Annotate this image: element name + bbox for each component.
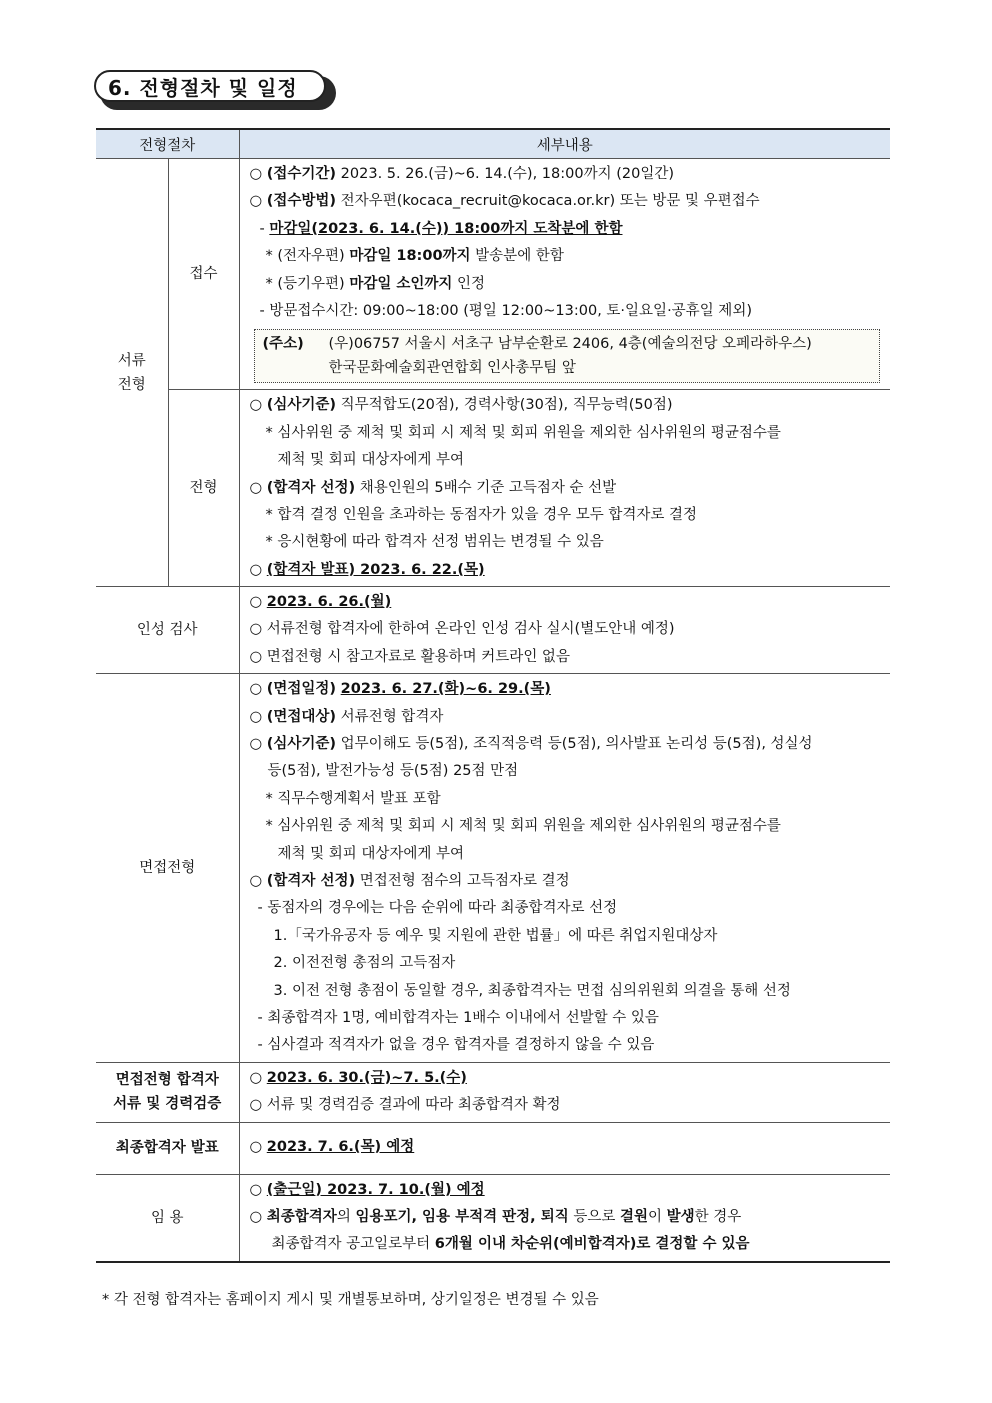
interview-selection-line: ○ (합격자 선정) 면접전형 점수의 고득점자로 결정 (249, 872, 570, 889)
interview-criteria-line: ○ (심사기준) 업무이해도 등(5점), 조직적응력 등(5점), 의사발표 논리성 등(5점), 성실성 (249, 736, 813, 753)
screening-note-3: * 응시현황에 따라 합격자 선정 범위는 변경될 수 있음 (265, 534, 604, 551)
address-key: (주소) (262, 336, 304, 353)
interview-tie-3: 3. 이전 전형 총점이 동일할 경우, 최종합격자는 면접 심의위원회 의결을 통해 선정 (273, 982, 791, 999)
screening-note-1: * 심사위원 중 제척 및 회피 시 제척 및 회피 위원을 제외한 심사위원의 평균점수를 (265, 424, 781, 441)
interview-count-line: - 최종합격자 1명, 예비합격자는 1배수 이내에서 선발할 수 있음 (257, 1009, 659, 1026)
verification-line-2: ○ 서류 및 경력검증 결과에 따라 최종합격자 확정 (249, 1097, 561, 1114)
content-personality (239, 587, 890, 674)
personality-line-2: ○ 서류전형 합격자에 한하여 온라인 인성 검사 실시(별도안내 예정) (249, 621, 675, 638)
interview-target-line: ○ (면접대상) 서류전형 합격자 (249, 708, 444, 725)
row-final (96, 1122, 890, 1174)
label-screening: 전형 (168, 390, 239, 587)
screening-note-1-cont: 제척 및 회피 대상자에게 부여 (277, 452, 465, 469)
interview-tie-2: 2. 이전전형 총점의 고득점자 (273, 955, 456, 972)
reception-mail-note: * (등기우편) 마감일 소인까지 인정 (265, 275, 486, 292)
section-title: 6. 전형절차 및 일정 (108, 75, 298, 100)
address-line-1: (우)06757 서울시 서초구 남부순환로 2406, 4층(예술의전당 오페라하우스) (328, 336, 812, 353)
label-verification: 면접전형 합격자 서류 및 경력검증 (96, 1062, 239, 1122)
section-title-badge (94, 70, 326, 102)
address-line-2: 한국문화예술회관연합회 인사총무팀 앞 (328, 360, 576, 377)
footnote: * 각 전형 합격자는 홈페이지 게시 및 개별통보하며, 상기일정은 변경될 수 있음 (102, 1292, 599, 1308)
interview-no-pass-line: - 심사결과 적격자가 없을 경우 합격자를 결정하지 않을 수 있음 (257, 1037, 655, 1054)
personality-date-line: ○ 2023. 6. 26.(월) (249, 594, 392, 611)
appointment-start-line: ○ (출근일) 2023. 7. 10.(월) 예정 (249, 1181, 485, 1198)
content-verification (239, 1062, 890, 1122)
content-interview (239, 674, 890, 1062)
screening-selection-line: ○ (합격자 선정) 채용인원의 5배수 기준 고득점자 순 선발 (249, 479, 617, 496)
verification-date-line: ○ 2023. 6. 30.(금)~7. 5.(수) (249, 1069, 467, 1086)
reception-period-line: ○ (접수기간) 2023. 5. 26.(금)~6. 14.(수), 18:00까지 (20일간) (249, 166, 674, 182)
row-appointment (96, 1174, 890, 1262)
content-final (239, 1122, 890, 1174)
interview-criteria-cont: 등(5점), 발전가능성 등(5점) 25점 만점 (267, 763, 519, 780)
header-row (96, 129, 890, 159)
interview-note-2: * 심사위원 중 제척 및 회피 시 제척 및 회피 위원을 제외한 심사위원의 평균점수를 (265, 818, 781, 835)
content-screening (239, 390, 890, 587)
screening-criteria-line: ○ (심사기준) 직무적합도(20점), 경력사항(30점), 직무능력(50점) (249, 397, 673, 414)
content-appointment (239, 1174, 890, 1262)
label-document-screening: 서류 전형 (96, 159, 168, 587)
row-verification (96, 1062, 890, 1122)
label-appointment: 임 용 (96, 1174, 239, 1262)
screening-note-2: * 합격 결정 인원을 초과하는 동점자가 있을 경우 모두 합격자로 결정 (265, 506, 698, 523)
label-reception: 접수 (168, 159, 239, 390)
row-document-screening (96, 390, 890, 587)
reception-email-note: * (전자우편) 마감일 18:00까지 발송분에 한함 (265, 248, 564, 265)
screening-announce-line: ○ (합격자 발표) 2023. 6. 22.(목) (249, 561, 485, 578)
personality-line-3: ○ 면접전형 시 참고자료로 활용하며 커트라인 없음 (249, 648, 570, 665)
schedule-table (96, 128, 890, 1263)
reception-method-line: ○ (접수방법) 전자우편(kocaca_recruit@kocaca.or.kr) 또는 방문 및 우편접수 (249, 193, 760, 210)
label-interview: 면접전형 (96, 674, 239, 1062)
label-final: 최종합격자 발표 (96, 1122, 239, 1174)
row-interview (96, 674, 890, 1062)
appointment-rule-line: ○ 최종합격자의 임용포기, 임용 부적격 판정, 퇴직 등으로 결원이 발생한 경우 (249, 1208, 742, 1225)
interview-tie-1: 1.「국가유공자 등 예우 및 지원에 관한 법률」에 따른 취업지원대상자 (273, 927, 718, 944)
content-reception (239, 159, 890, 390)
title-box (94, 70, 326, 102)
label-personality: 인성 검사 (96, 587, 239, 674)
address-box (254, 329, 880, 383)
row-personality (96, 587, 890, 674)
interview-tie-rule: - 동점자의 경우에는 다음 순위에 따라 최종합격자로 선정 (257, 900, 618, 917)
reception-visit-hours: - 방문접수시간: 09:00~18:00 (평일 12:00~13:00, 토·일요일·공휴일 제외) (259, 302, 752, 319)
row-document-reception (96, 159, 890, 390)
final-date-line: ○ 2023. 7. 6.(목) 예정 (249, 1139, 415, 1156)
header-details: 세부내용 (239, 129, 890, 159)
interview-note-1: * 직무수행계획서 발표 포함 (265, 790, 441, 807)
interview-schedule-line: ○ (면접일정) 2023. 6. 27.(화)~6. 29.(목) (249, 681, 551, 698)
reception-deadline-line: - 마감일(2023. 6. 14.(수)) 18:00까지 도착분에 한함 (259, 220, 623, 237)
interview-note-2-cont: 제척 및 회피 대상자에게 부여 (277, 845, 465, 862)
appointment-rule-cont: 최종합격자 공고일로부터 6개월 이내 차순위(예비합격자)로 결정할 수 있음 (271, 1236, 750, 1253)
header-procedure: 전형절차 (96, 129, 239, 159)
